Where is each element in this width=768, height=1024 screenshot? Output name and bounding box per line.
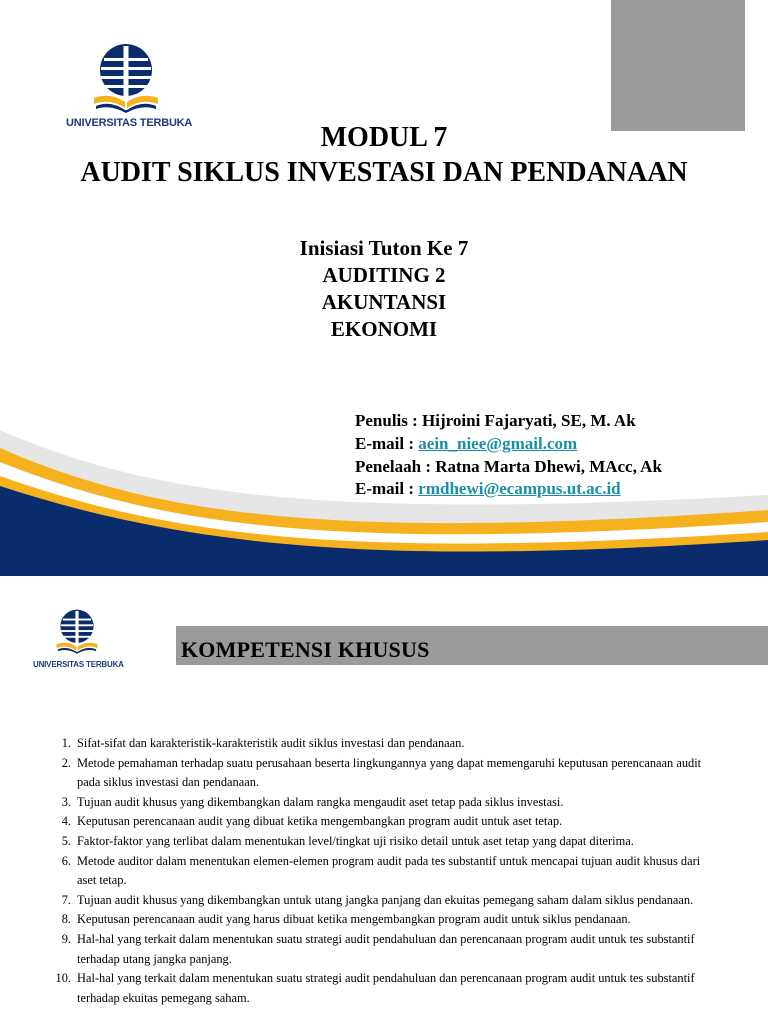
- logo-text: UNIVERSITAS TERBUKA: [66, 117, 193, 129]
- list-item-text: Hal-hal yang terkait dalam menentukan suatu strategi audit pendahuluan dan perencanaan program audit untuk tes substantif terhadap utang jangka panjang.: [77, 931, 695, 966]
- decorative-gray-block: [611, 0, 745, 131]
- list-item: [54, 852, 714, 891]
- list-item-number: 7.: [61, 892, 71, 907]
- subtitle-line: AUDITING 2: [322, 263, 446, 287]
- university-emblem-icon: [90, 40, 162, 118]
- email-label: E-mail :: [355, 434, 419, 453]
- list-item: [54, 812, 714, 832]
- reviewer-email-line: [355, 479, 621, 499]
- author-email-line: [355, 434, 577, 454]
- list-item: [54, 754, 714, 793]
- university-logo: [90, 40, 162, 118]
- module-title: AUDIT SIKLUS INVESTASI DAN PENDANAAN: [80, 157, 688, 188]
- competency-slide: [0, 576, 768, 1024]
- list-item-text: Sifat-sifat dan karakteristik-karakteristik audit siklus investasi dan pendanaan.: [77, 736, 465, 750]
- author-email-link[interactable]: aein_niee@gmail.com: [418, 434, 578, 453]
- list-item: [54, 832, 714, 852]
- list-item-number: 9.: [61, 931, 71, 946]
- list-item: [54, 734, 714, 754]
- list-item-text: Faktor-faktor yang terlibat dalam menentukan level/tingkat uji risiko detail untuk aset tetap yang dapat diterima.: [77, 833, 634, 848]
- competency-list: [54, 734, 714, 1008]
- list-item-number: 10.: [55, 971, 71, 986]
- slide-heading: KOMPETENSI KHUSUS: [181, 637, 430, 662]
- list-item: [54, 891, 714, 911]
- reviewer-email-link[interactable]: rmdhewi@ecampus.ut.ac.id: [418, 479, 621, 498]
- list-item-text: Keputusan perencanaan audit yang harus dibuat ketika mengembangkan program audit untuk siklus pendanaan.: [77, 912, 631, 927]
- list-item: [54, 930, 714, 969]
- university-emblem-icon: [54, 606, 100, 658]
- list-item: [54, 793, 714, 813]
- list-item-number: 8.: [61, 912, 71, 927]
- list-item-text: Metode pemahaman terhadap suatu perusahaan beserta lingkungannya yang dapat memengaruhi keputusan perencanaan audit pada siklus investasi dan pendanaan.: [77, 755, 702, 790]
- subtitle-line: Inisiasi Tuton Ke 7: [299, 236, 469, 260]
- subtitle-line: EKONOMI: [330, 317, 438, 341]
- list-item-text: Keputusan perencanaan audit yang dibuat ketika mengembangkan program audit untuk aset tetap.: [77, 814, 563, 829]
- university-logo: [54, 606, 100, 658]
- list-item-text: Tujuan audit khusus yang dikembangkan untuk utang jangka panjang dan ekuitas pemegang saham dalam siklus pendanaan.: [77, 892, 694, 907]
- list-item-text: Metode auditor dalam menentukan elemen-elemen program audit pada tes substantif untuk mencapai tujuan audit khusus dari aset tetap.: [77, 853, 701, 888]
- list-item-number: 3.: [61, 794, 71, 809]
- author-line: Penulis : Hijroini Fajaryati, SE, M. Ak: [355, 411, 636, 430]
- list-item-number: 5.: [61, 833, 71, 848]
- list-item-number: 6.: [61, 853, 71, 868]
- list-item-number: 2.: [61, 755, 71, 770]
- list-item: [54, 910, 714, 930]
- list-item-text: Tujuan audit khusus yang dikembangkan dalam rangka mengaudit aset tetap pada siklus investasi.: [77, 794, 564, 809]
- list-item-number: 4.: [61, 814, 71, 829]
- subtitle-line: AKUNTANSI: [321, 290, 447, 314]
- list-item-text: Hal-hal yang terkait dalam menentukan suatu strategi audit pendahuluan dan perencanaan program audit untuk tes substantif terhadap ekuitas pemegang saham.: [77, 971, 695, 1005]
- list-item: [54, 969, 714, 1008]
- module-number: MODUL 7: [320, 122, 448, 153]
- reviewer-line: Penelaah : Ratna Marta Dhewi, MAcc, Ak: [355, 457, 662, 476]
- logo-text: UNIVERSITAS TERBUKA: [33, 660, 124, 669]
- email-label: E-mail :: [355, 479, 419, 498]
- list-item-number: 1.: [61, 736, 71, 750]
